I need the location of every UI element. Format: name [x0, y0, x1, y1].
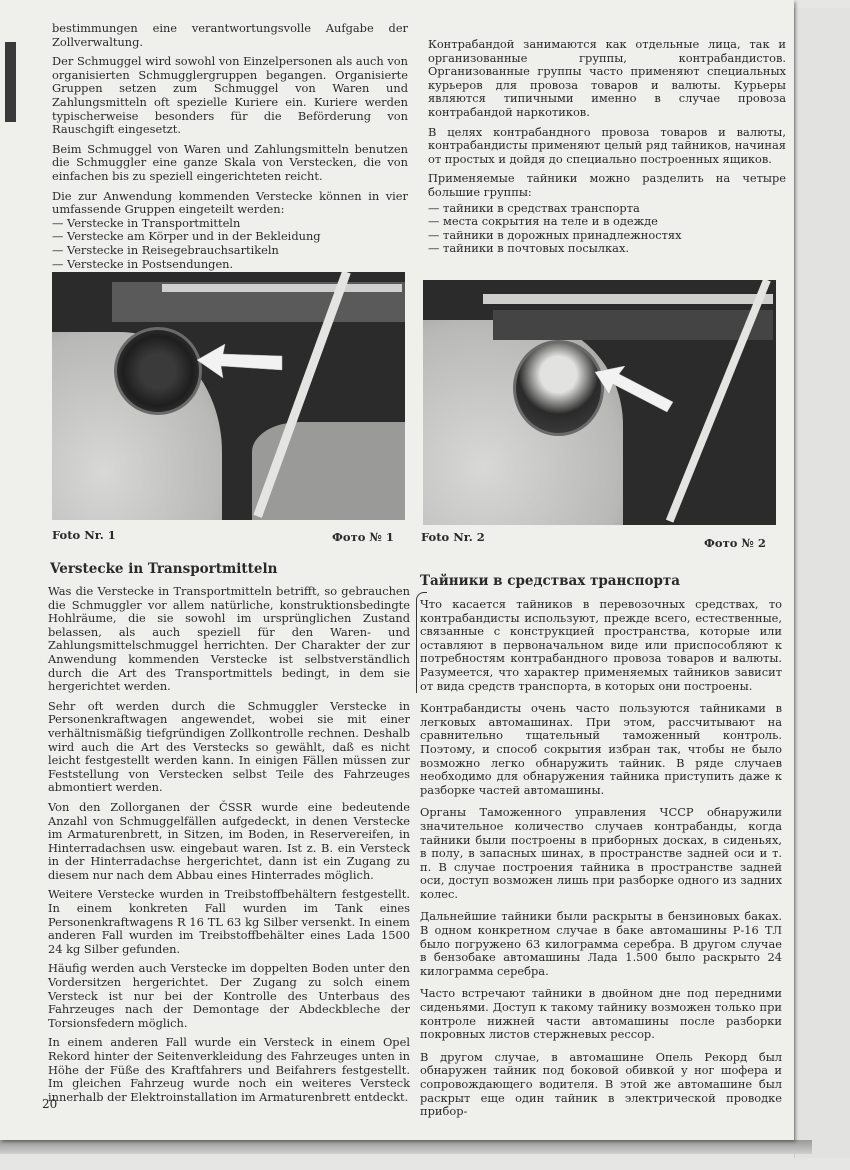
photo-1 — [52, 272, 405, 520]
arrow-pointer-icon — [197, 342, 287, 382]
binding-marker — [5, 42, 16, 122]
paragraph: Der Schmuggel wird sowohl von Einzelpersonen als auch von organisierten Schmugglergruppen begangen. Organisierte Gruppen setzen zum Schmuggel von Waren und Zahlungsmitteln oft spezielle Kuriere ein. Kuriere werden typischerweise besonders für die Beförderung von Rauschgift eingesetzt. — [52, 54, 408, 137]
paragraph: Применяемые тайники можно разделить на четыре большие группы: — [428, 171, 786, 199]
intro-german-column — [52, 22, 408, 271]
section-russian-column — [420, 598, 782, 1125]
paragraph: Что касается тайников в перевозочных средствах, то контрабандисты используют, прежде всего, естественные, связанные с конструкцией пространства, которые или оставляют в первоначальном виде или приспособляют к потребностям контрабандного провоза товаров и валюты. Разумеется, что характер применяемых тайников зависит от вида средств транспорта, в которых они построены. — [420, 597, 782, 693]
paragraph: In einem anderen Fall wurde ein Versteck in einem Opel Rekord hinter der Seitenverkleidung des Fahrzeuges unten in Höhe der Füße des Kraftfahrers und Beifahrers festgestellt. Im gleichen Fahrzeug wurde noch ein weiteres Versteck innerhalb der Elektroinstallation im Armaturenbrett entdeckt. — [48, 1035, 410, 1104]
paragraph: В другом случае, в автомашине Опель Рекорд был обнаружен тайник под боковой обивкой у ног шофера и сопровождающего водителя. В этой же автомашине был раскрыт еще один тайник в электрической проводке прибор- — [420, 1049, 782, 1119]
paragraph: Контрабандой занимаются как отдельные лица, так и организованные группы, контрабандистов. Организованные группы часто применяют специальных курьеров для провоза товаров и валюты. Курьеры являются типичными именно в случае провоза контрабандой наркотиков. — [428, 37, 786, 119]
paragraph: Die zur Anwendung kommenden Verstecke können in vier umfassende Gruppen eingeteilt werden: — [52, 188, 408, 217]
list-item: — Verstecke in Postsendungen. — [52, 256, 234, 271]
photo-1-caption-de: Foto Nr. 1 — [52, 528, 116, 542]
paragraph: Органы Таможенного управления ЧССР обнаружили значительное количество случаев контрабанды, когда тайники были построены в приборных досках, в сиденьях, в полу, в запасных шинах, в пространстве задней оси и т. п. В случае построения тайника в пространстве задней оси, доступ возможен лишь при разборке одного из задних колес. — [420, 805, 782, 901]
paragraph: Дальнейшие тайники были раскрыты в бензиновых баках. В одном конкретном случае в баке автомашины Р-16 ТЛ было погружено 63 килограмма серебра. В другом случае в бензобаке автомашины Лада 1.500 было раскрыто 24 килограмма серебра. — [420, 909, 782, 978]
paragraph: Was die Verstecke in Transportmitteln betrifft, so gebrauchen die Schmuggler vor allem natürliche, konstruktionsbedingte Hohlräume, die sie sowohl im ursprünglichen Zustand belassen, als auch speziell für den Waren- und Zahlungsmittelschmuggel herrichten. Der Charakter der zur Anwendung kommenden Verstecke ist selbstverständlich durch die Art des Transportmittels bedingt, in dem sie hergerichtet werden. — [48, 584, 410, 694]
list-item: — Verstecke in Transportmitteln — [52, 215, 241, 230]
paragraph: В целях контрабандного провоза товаров и валюты, контрабандисты применяют целый ряд тайников, начиная от простых и дойдя до специально построенных ящиков. — [428, 124, 786, 166]
list-item: — Verstecke am Körper und in der Bekleidung — [52, 229, 321, 244]
paragraph: bestimmungen eine verantwortungsvolle Aufgabe der Zollverwaltung. — [52, 21, 408, 49]
photo-2-caption-de: Foto Nr. 2 — [421, 530, 485, 544]
page-stack-shadow — [0, 1140, 812, 1154]
photo-1-caption-ru: Фото № 1 — [332, 530, 394, 544]
section-german-column — [48, 585, 410, 1110]
list-item: — тайники в почтовых посылках. — [428, 241, 629, 256]
section-heading-de: Verstecke in Transportmitteln — [50, 561, 278, 577]
page-number: 20 — [42, 1097, 58, 1111]
list-item: — тайники в средствах транспорта — [428, 200, 640, 215]
photo-2-caption-ru: Фото № 2 — [704, 536, 766, 550]
list-item: — места сокрытия на теле и в одежде — [428, 214, 658, 229]
photo-2 — [423, 280, 776, 525]
next-page-edge — [794, 8, 850, 1158]
list-item: — Verstecke in Reisegebrauchsartikeln — [52, 242, 279, 257]
hiding-place-list-ru — [428, 202, 786, 256]
list-item: — тайники в дорожных принадлежностях — [428, 227, 682, 242]
section-heading-ru: Тайники в средствах транспорта — [420, 573, 681, 589]
paragraph: Sehr oft werden durch die Schmuggler Verstecke in Personenkraftwagen angewendet, wobei sie mit einer verhältnismäßig tiefgründigen Zollkontrolle rechnen. Deshalb wird auch die Art des Verstecks so gewählt, daß es nicht leicht festgestellt werden kann. In einigen Fällen müssen zur Feststellung von Verstecken selbst Teile des Fahrzeuges abmontiert werden. — [48, 698, 410, 795]
paragraph: Von den Zollorganen der ČSSR wurde eine bedeutende Anzahl von Schmuggelfällen aufgedeckt, in denen Verstecke im Armaturenbrett, in Sitzen, im Boden, in Reservereifen, in Hinterradachsen usw. eingebaut waren. Ist z. B. ein Versteck in der Hinterradachse hergerichtet, dann ist ein Zugang zu diesem nur nach dem Abbau eines Hinterrades möglich. — [48, 799, 410, 882]
paragraph: Häufig werden auch Verstecke im doppelten Boden unter den Vordersitzen hergerichtet. Der Zugang zu solch einem Versteck ist nur bei der Kontrolle des Unterbaus des Fahrzeuges nach der Demontage der Abdeckbleche der Torsionsfedern möglich. — [48, 961, 410, 1030]
paragraph: Контрабандисты очень часто пользуются тайниками в легковых автомашинах. При этом, рассчитывают на сравнительно тщательный таможенный контроль. Поэтому, и способ сокрытия избран так, чтобы не было возможно легко обнаружить тайник. В ряде случаев необходимо для обнаружения тайника приступить даже к разборке частей автомашины. — [420, 701, 782, 797]
paragraph: Часто встречают тайники в двойном дне под передними сиденьями. Доступ к такому тайнику возможен только при контроле нижней части автомашины после разборки покровных листов стержневых рессор. — [420, 986, 782, 1042]
arrow-pointer-icon — [595, 366, 675, 416]
hiding-place-list-de — [52, 217, 408, 271]
intro-russian-column — [428, 38, 786, 256]
paragraph: Beim Schmuggel von Waren und Zahlungsmitteln benutzen die Schmuggler eine ganze Skala von Verstecken, die von einfachen bis zu speziell eingerichteten reicht. — [52, 141, 408, 183]
paragraph: Weitere Verstecke wurden in Treibstoffbehältern festgestellt. In einem konkreten Fall wurden im Tank eines Personenkraftwagens R 16 TL 63 kg Silber versenkt. In einem anderen Fall wurden im Treibstoffbehälter eines Lada 1500 24 kg Silber gefunden. — [48, 887, 410, 956]
